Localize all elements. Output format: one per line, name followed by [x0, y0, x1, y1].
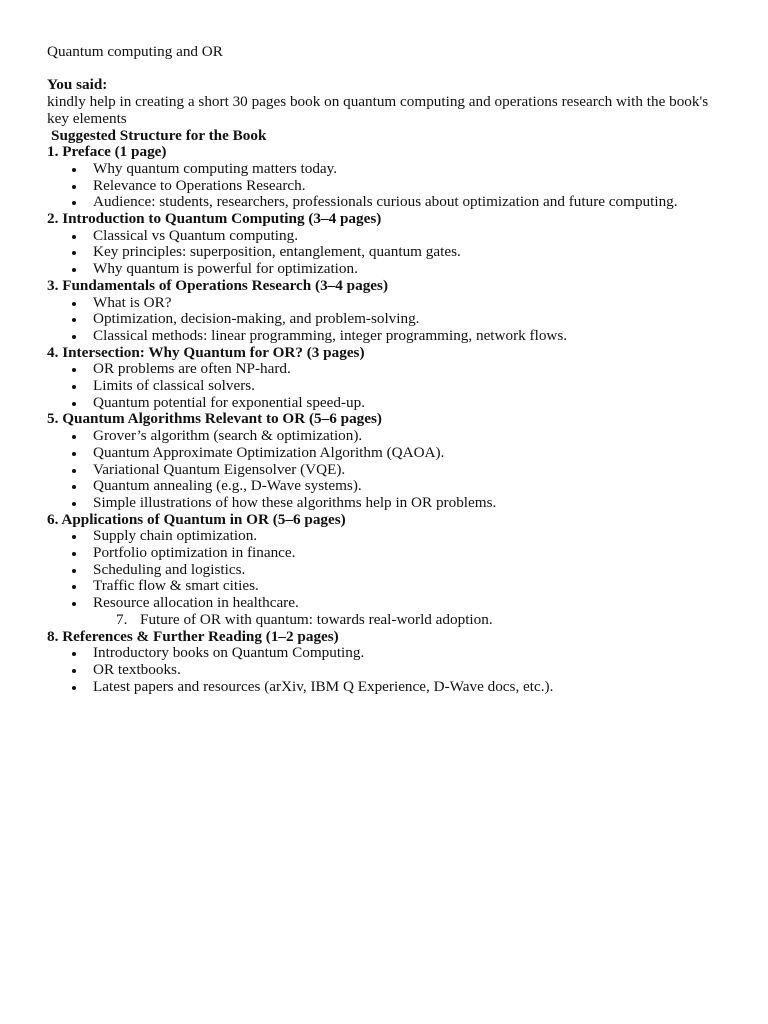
- list-item: Traffic flow & smart cities.: [93, 578, 728, 595]
- section-heading: 2. Introduction to Quantum Computing (3–4 pages): [47, 210, 382, 228]
- list-item: Grover’s algorithm (search & optimization).: [93, 428, 728, 445]
- list-item: Classical vs Quantum computing.: [93, 228, 728, 245]
- bullet-list: [47, 361, 728, 411]
- list-item: Supply chain optimization.: [93, 528, 728, 545]
- list-item: Classical methods: linear programming, integer programming, network flows.: [93, 328, 728, 345]
- section-heading: 1. Preface (1 page): [47, 143, 167, 161]
- list-item: Introductory books on Quantum Computing.: [93, 645, 728, 662]
- list-number: 7.: [116, 610, 128, 628]
- structure-heading: Suggested Structure for the Book: [51, 126, 267, 144]
- list-item-text: Future of OR with quantum: towards real-world adoption.: [140, 610, 493, 628]
- list-item: OR problems are often NP-hard.: [93, 361, 728, 378]
- list-item: Latest papers and resources (arXiv, IBM Q Experience, D-Wave docs, etc.).: [93, 679, 728, 696]
- document-title: Quantum computing and OR: [47, 43, 223, 60]
- bullet-list: [47, 295, 728, 345]
- list-item: Relevance to Operations Research.: [93, 178, 728, 195]
- list-item: Resource allocation in healthcare.: [93, 595, 728, 612]
- list-item: Quantum annealing (e.g., D-Wave systems).: [93, 478, 728, 495]
- bullet-list: [47, 428, 728, 512]
- section-heading: 6. Applications of Quantum in OR (5–6 pages): [47, 510, 346, 528]
- bullet-list: [47, 161, 728, 211]
- bullet-list: [47, 228, 728, 278]
- list-item: Optimization, decision-making, and problem-solving.: [93, 311, 728, 328]
- list-item: Why quantum computing matters today.: [93, 161, 728, 178]
- list-item: Quantum Approximate Optimization Algorithm (QAOA).: [93, 445, 728, 462]
- you-said-label: You said:: [47, 76, 108, 94]
- section-heading: 4. Intersection: Why Quantum for OR? (3 pages): [47, 343, 365, 361]
- list-item: OR textbooks.: [93, 662, 728, 679]
- bullet-list: [47, 645, 728, 695]
- list-item: Audience: students, researchers, professionals curious about optimization and future computing.: [93, 194, 728, 211]
- spacer: [47, 61, 728, 78]
- list-item: Limits of classical solvers.: [93, 378, 728, 395]
- user-request-text: kindly help in creating a short 30 pages book on quantum computing and operations research with the book's key elements: [47, 93, 709, 127]
- list-item: Key principles: superposition, entanglement, quantum gates.: [93, 244, 728, 261]
- list-item: Scheduling and logistics.: [93, 562, 728, 579]
- list-item: Quantum potential for exponential speed-up.: [93, 395, 728, 412]
- section-heading: 3. Fundamentals of Operations Research (3–4 pages): [47, 276, 389, 294]
- list-item: Simple illustrations of how these algorithms help in OR problems.: [93, 495, 728, 512]
- list-item: Variational Quantum Eigensolver (VQE).: [93, 462, 728, 479]
- list-item: Why quantum is powerful for optimization.: [93, 261, 728, 278]
- bullet-list: [47, 528, 728, 612]
- numbered-list-item: [47, 612, 728, 629]
- list-item: Portfolio optimization in finance.: [93, 545, 728, 562]
- section-heading: 5. Quantum Algorithms Relevant to OR (5–6 pages): [47, 410, 382, 428]
- list-item: What is OR?: [93, 295, 728, 312]
- section-heading: 8. References & Further Reading (1–2 pages): [47, 627, 339, 645]
